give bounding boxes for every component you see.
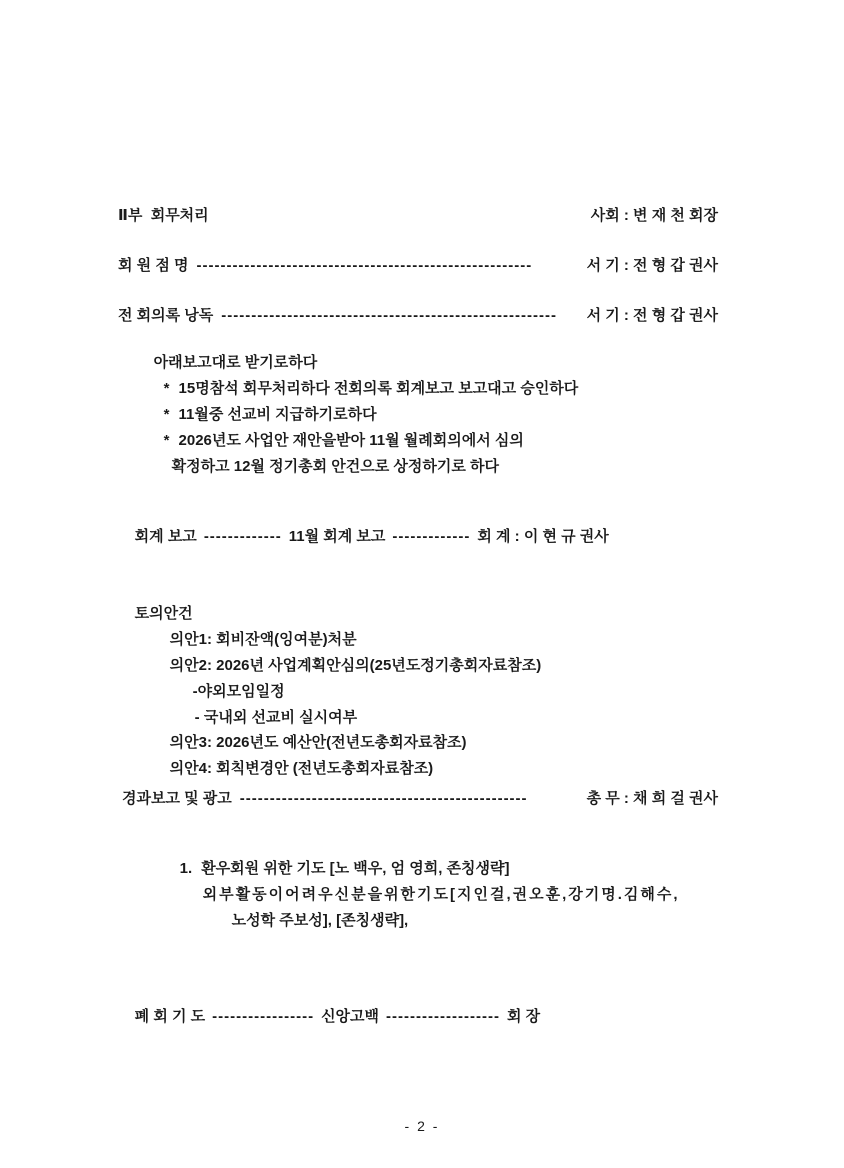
agenda-title bbox=[118, 584, 718, 622]
prayer-text: 외부활동이어려우신분을위한기도[지인걸,권오훈,강기명.김해수, bbox=[202, 886, 680, 903]
agenda-title-text: 토의안건 bbox=[134, 605, 193, 622]
minutes-bullet-3-continuation bbox=[155, 437, 755, 475]
progress-label: 경과보고 및 광고 bbox=[122, 790, 232, 807]
agenda-item-2-sub-2 bbox=[178, 688, 778, 726]
agenda-item-3 bbox=[153, 713, 753, 751]
dash-leader: ------------------------------------------------ bbox=[239, 790, 528, 807]
dash-leader: ----------------- bbox=[212, 1008, 315, 1025]
bullet-marker: * bbox=[163, 432, 170, 449]
agenda-item-text: 의안2: 2026년 사업계획안심의(25년도정기총회자료참조) bbox=[169, 657, 542, 674]
moderator-credit: 사회 : 변 재 천 회장 bbox=[590, 207, 718, 224]
page-number: - 2 - bbox=[404, 1118, 440, 1134]
agenda-item-text: 의안1: 회비잔액(잉여분)처분 bbox=[169, 631, 357, 648]
minutes-intro-text: 아래보고대로 받기로하다 bbox=[153, 354, 318, 371]
prayer-line-3 bbox=[215, 891, 815, 929]
agenda-item-2 bbox=[153, 636, 753, 674]
minutes-bullet-1 bbox=[147, 359, 747, 397]
bullet-text: 11월중 선교비 지급하기로하다 bbox=[178, 406, 377, 423]
prayer-line-1 bbox=[163, 839, 763, 877]
bullet-marker: * bbox=[163, 380, 170, 397]
prayer-text: 노성학 주보성], [존칭생략], bbox=[231, 912, 409, 929]
agenda-item-4 bbox=[153, 739, 753, 777]
minutes-bullet-3 bbox=[147, 411, 747, 449]
dash-leader: -------------------------------------------------------- bbox=[196, 257, 533, 274]
agenda-item-text: 의안3: 2026년도 예산안(전년도총회자료참조) bbox=[169, 734, 467, 751]
bullet-text: 15명참석 회무처리하다 전회의록 회계보고 보고대고 승인하다 bbox=[178, 380, 579, 397]
closing-middle: 신앙고백 bbox=[321, 1008, 380, 1025]
closing-label: 폐 회 기 도 bbox=[134, 1008, 206, 1025]
prayer-line-2 bbox=[178, 865, 778, 903]
closing-prayer-row bbox=[118, 987, 718, 1025]
treasury-label: 회계 보고 bbox=[134, 528, 197, 545]
section-header-row bbox=[118, 206, 718, 226]
minutes-reading-row bbox=[118, 306, 718, 326]
agenda-item-2-sub-1 bbox=[176, 662, 776, 700]
progress-report-row bbox=[122, 789, 718, 809]
bullet-text: 2026년도 사업안 재안을받아 11월 월례회의에서 심의 bbox=[178, 432, 524, 449]
minutes-bullet-2 bbox=[147, 385, 747, 423]
agenda-item-text: 의안4: 회칙변경안 (전년도총회자료참조) bbox=[169, 760, 434, 777]
prayer-text: 환우회원 위한 기도 [노 백우, 엄 영희, 존칭생략] bbox=[201, 860, 510, 877]
dash-leader: -------------------------------------------------------- bbox=[221, 307, 558, 324]
roll-call-row bbox=[118, 256, 718, 276]
treasury-officer: 회 계 : 이 현 규 권사 bbox=[477, 528, 609, 545]
agenda-subitem-text: -야외모임일정 bbox=[192, 683, 285, 700]
bullet-text: 확정하고 12월 정기총회 안건으로 상정하기로 하다 bbox=[171, 458, 499, 475]
roll-call-officer: 서 기 : 전 형 갑 권사 bbox=[586, 257, 718, 274]
prayer-number: 1. bbox=[179, 860, 193, 877]
dash-leader: ------------- bbox=[392, 528, 471, 545]
minutes-label: 전 회의록 낭독 bbox=[118, 307, 214, 324]
bullet-marker: * bbox=[163, 406, 170, 423]
dash-leader: ------------- bbox=[203, 528, 282, 545]
minutes-intro bbox=[137, 333, 737, 371]
treasury-middle: 11월 회계 보고 bbox=[288, 528, 386, 545]
agenda-item-1 bbox=[153, 610, 753, 648]
agenda-subitem-text: - 국내외 선교비 실시여부 bbox=[194, 709, 358, 726]
treasury-report-row bbox=[118, 507, 718, 545]
roll-call-label: 회 원 점 명 bbox=[118, 257, 189, 274]
minutes-officer: 서 기 : 전 형 갑 권사 bbox=[586, 307, 718, 324]
section-title: Ⅱ부 회무처리 bbox=[118, 207, 209, 224]
closing-officer: 회 장 bbox=[506, 1008, 541, 1025]
progress-officer: 총 무 : 채 희 걸 권사 bbox=[586, 790, 718, 807]
dash-leader: ------------------- bbox=[386, 1008, 500, 1025]
